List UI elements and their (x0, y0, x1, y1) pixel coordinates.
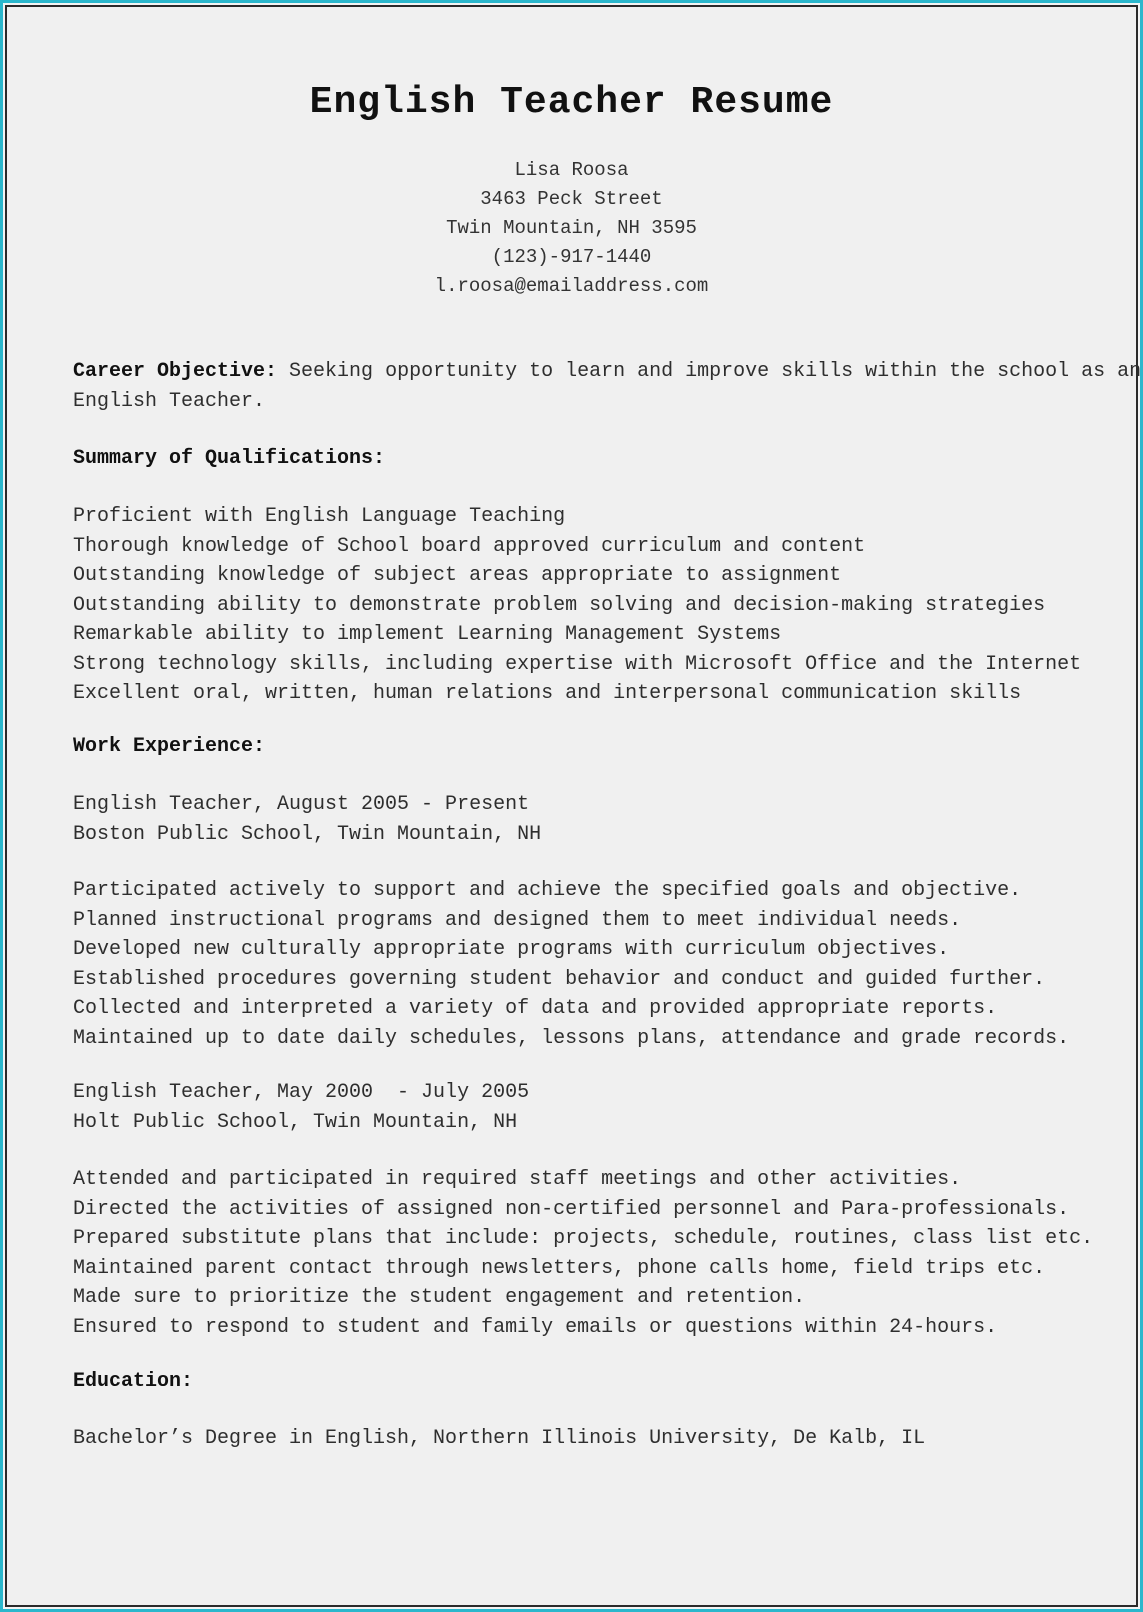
job-title: English Teacher, May 2000 - July 2005 (73, 1081, 530, 1104)
job-duty: Maintained parent contact through newsletters, phone calls home, field trips etc. (73, 1256, 1046, 1280)
career-objective (73, 357, 1142, 416)
job-duty: Developed new culturally appropriate programs with curriculum objectives. (73, 938, 950, 961)
career-objective-label: Career Objective: (73, 360, 278, 383)
contact-email: l.roosa@emailaddress.com (434, 275, 709, 297)
qualifications-section (73, 444, 1073, 474)
job-entry (73, 1078, 1073, 1137)
qualifications-list (73, 502, 1082, 709)
contact-city: Twin Mountain, NH 3595 (446, 217, 697, 239)
education-degree: Bachelor’s Degree in English, Northern Illinois University, De Kalb, IL (73, 1427, 926, 1450)
career-objective-text: Seeking opportunity to learn and improve skills within the school as an (277, 360, 1142, 383)
job-school: Holt Public School, Twin Mountain, NH (73, 1110, 518, 1134)
job-duties (73, 1165, 1094, 1342)
experience-heading: Work Experience: (73, 735, 266, 758)
education-entry (73, 1424, 1073, 1454)
career-objective-text-cont: English Teacher. (73, 389, 266, 413)
experience-section (73, 732, 1073, 762)
job-duty: Maintained up to date daily schedules, lessons plans, attendance and grade records. (73, 1026, 1070, 1050)
contact-name: Lisa Roosa (514, 159, 629, 181)
contact-block (0, 156, 1143, 301)
education-heading: Education: (73, 1370, 194, 1393)
resume-title: English Teacher Resume (309, 81, 834, 124)
qualification-item: Proficient with English Language Teaching (73, 505, 566, 528)
qualification-item: Outstanding knowledge of subject areas appropriate to assignment (73, 564, 842, 587)
job-duties (73, 876, 1073, 1053)
job-duty: Made sure to prioritize the student engagement and retention. (73, 1286, 806, 1309)
qualifications-heading: Summary of Qualifications: (73, 447, 386, 470)
job-duty: Directed the activities of assigned non-certified personnel and Para-professionals. (73, 1197, 1070, 1221)
qualification-item: Strong technology skills, including expertise with Microsoft Office and the Internet (73, 652, 1082, 676)
qualification-item: Thorough knowledge of School board approved curriculum and content (73, 534, 866, 558)
job-school: Boston Public School, Twin Mountain, NH (73, 822, 542, 846)
job-entry (73, 790, 1073, 849)
job-duty: Planned instructional programs and designed them to meet individual needs. (73, 908, 962, 932)
education-section (73, 1367, 1073, 1397)
job-duty: Attended and participated in required staff meetings and other activities. (73, 1168, 962, 1191)
job-duty: Participated actively to support and achieve the specified goals and objective. (73, 879, 1022, 902)
job-duty: Prepared substitute plans that include: projects, schedule, routines, class list etc. (73, 1227, 1094, 1250)
contact-phone: (123)-917-1440 (491, 246, 652, 268)
job-duty: Collected and interpreted a variety of data and provided appropriate reports. (73, 997, 998, 1020)
qualification-item: Excellent oral, written, human relations and interpersonal communication skills (73, 682, 1022, 705)
job-title: English Teacher, August 2005 - Present (73, 793, 530, 816)
job-duty: Established procedures governing student behavior and conduct and guided further. (73, 967, 1046, 991)
contact-street: 3463 Peck Street (480, 188, 663, 210)
job-duty: Ensured to respond to student and family emails or questions within 24-hours. (73, 1315, 998, 1339)
qualification-item: Remarkable ability to implement Learning Management Systems (73, 623, 782, 646)
qualification-item: Outstanding ability to demonstrate problem solving and decision-making strategies (73, 593, 1046, 617)
